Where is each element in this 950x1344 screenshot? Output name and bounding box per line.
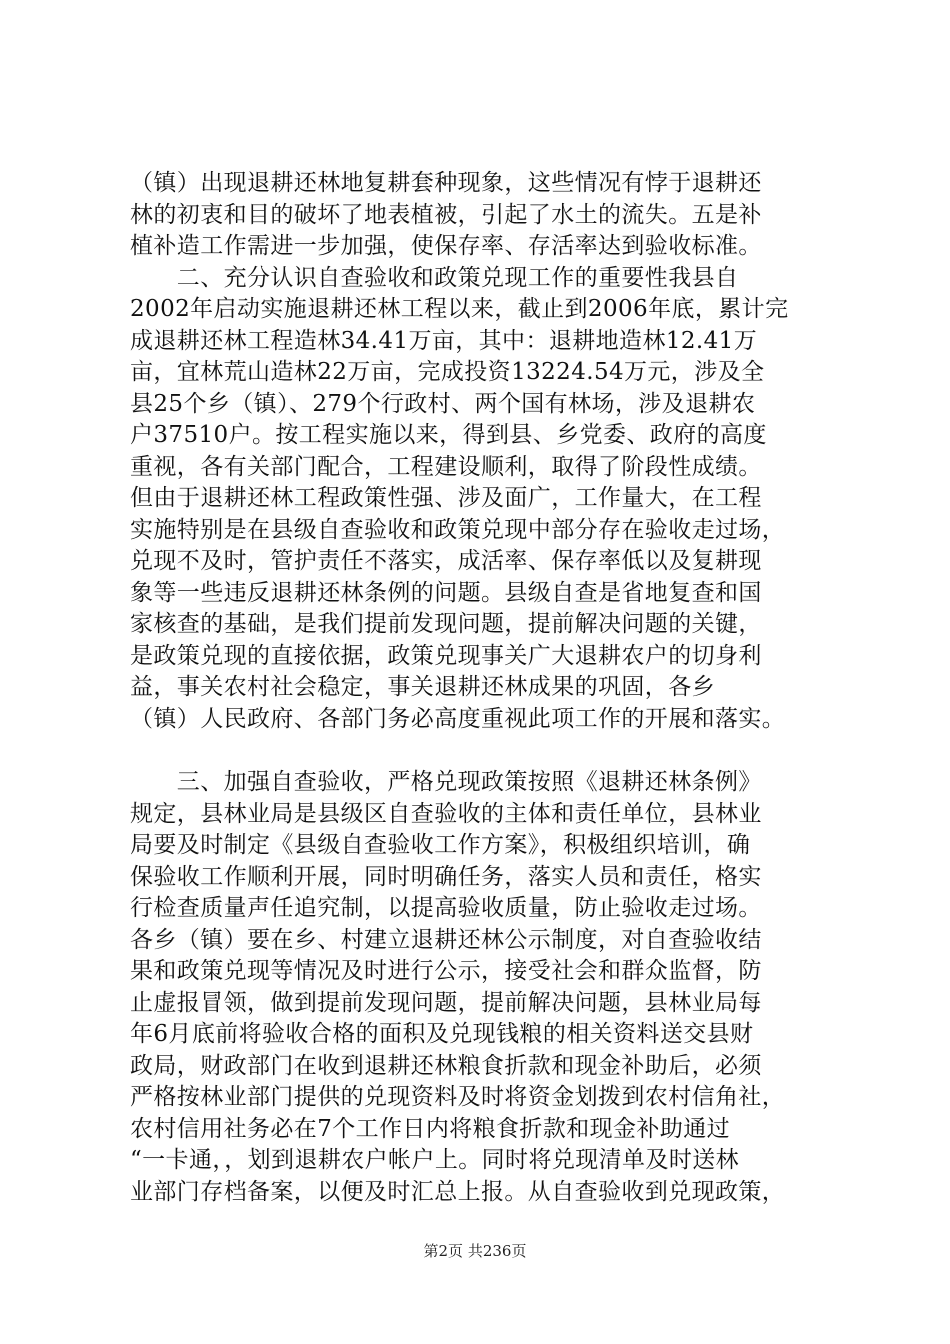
text-line: 县25个乡（镇）、279个行政村、两个国有林场，涉及退耕农 [130,390,756,417]
text-line: 严格按林业部门提供的兑现资料及时将资金划拨到农村信角社， [130,1084,786,1110]
text-line: 2002年启动实施退耕还林工程以来，截止到2006年底，累计完 [130,296,789,322]
text-line: （镇）人民政府、各部门务必高度重视此项工作的开展和落实。 [130,705,786,732]
text-line: 重视，各有关部门配合，工程建设顺利，取得了阶段性成绩。 [130,453,762,480]
text-line: 亩，宜林荒山造林22万亩，完成投资13224.54万元，涉及全 [130,359,765,385]
text-line: 行检查质量声任追究制，以提高验收质量，防止验收走过场。 [130,895,762,921]
text-line: 成退耕还林工程造林34.41万亩，其中：退耕地造林12.41万 [130,327,758,354]
text-line: 植补造工作需进一步加强，使保存率、存活率达到验收标准。 [130,233,762,259]
text-line: 兑现不及时，管护责任不落实，成活率、保存率低以及复耕现 [130,548,762,574]
text-line: 是政策兑现的直接依据，政策兑现事关广大退耕农户的切身利 [130,642,762,669]
text-line: 局要及时制定《县级自查验收工作方案》，积极组织培训，确 [130,832,751,858]
text-line: 业部门存档备案，以便及时汇总上报。从自查验收到兑现政策， [130,1178,786,1205]
text-line: 果和政策兑现等情况及时进行公示，接受社会和群众监督，防 [130,958,762,984]
text-line: （镇）出现退耕还林地复耕套种现象，这些情况有悖于退耕还 [130,170,762,196]
text-line: 止虚报冒领，做到提前发现问题，提前解决问题，县林业局每 [130,989,762,1016]
text-line: 象等一些违反退耕还林条例的问题。县级自查是省地复查和国 [130,579,762,606]
page-footer: 第2页 共236页 [423,1242,527,1260]
text-line: 农村信用社务必在7个工作日内将粮食折款和现金补助通过 [130,1115,731,1142]
text-line: 保验收工作顺利开展，同时明确任务，落实人员和责任，格实 [130,863,762,890]
text-line: 三、加强自查验收，严格兑现政策按照《退耕还林条例》 [130,769,762,795]
text-line: 林的初衷和目的破坏了地表植被，引起了水土的流失。五是补 [130,201,762,228]
text-line: “一卡通，，划到退耕农户帐户上。同时将兑现清单及时送林 [130,1147,740,1173]
text-line: 规定，县林业局是县级区自查验收的主体和责任单位，县林业 [130,800,762,827]
text-line: 益，事关农村社会稳定，事关退耕还林成果的巩固，各乡 [130,674,715,700]
text-line: 二、充分认识自查验收和政策兑现工作的重要性我县自 [130,264,739,291]
text-line: 但由于退耕还林工程政策性强、涉及面广，工作量大，在工程 [130,485,762,511]
text-line: 实施特别是在县级自查验收和政策兑现中部分存在验收走过场， [130,516,786,543]
body-text [130,168,830,1208]
text-line: 家核查的基础，是我们提前发现问题，提前解决问题的关键， [130,611,762,637]
text-line: 户37510户。按工程实施以来，得到县、乡党委、政府的高度 [130,422,767,448]
text-line: 政局，财政部门在收到退耕还林粮食折款和现金补助后，必须 [130,1052,762,1079]
paragraph-spacer [130,735,830,767]
text-line: 各乡（镇）要在乡、村建立退耕还林公示制度，对自查验收结 [130,926,762,953]
text-line: 年6月底前将验收合格的面积及兑现钱粮的相关资料送交县财 [130,1021,754,1047]
